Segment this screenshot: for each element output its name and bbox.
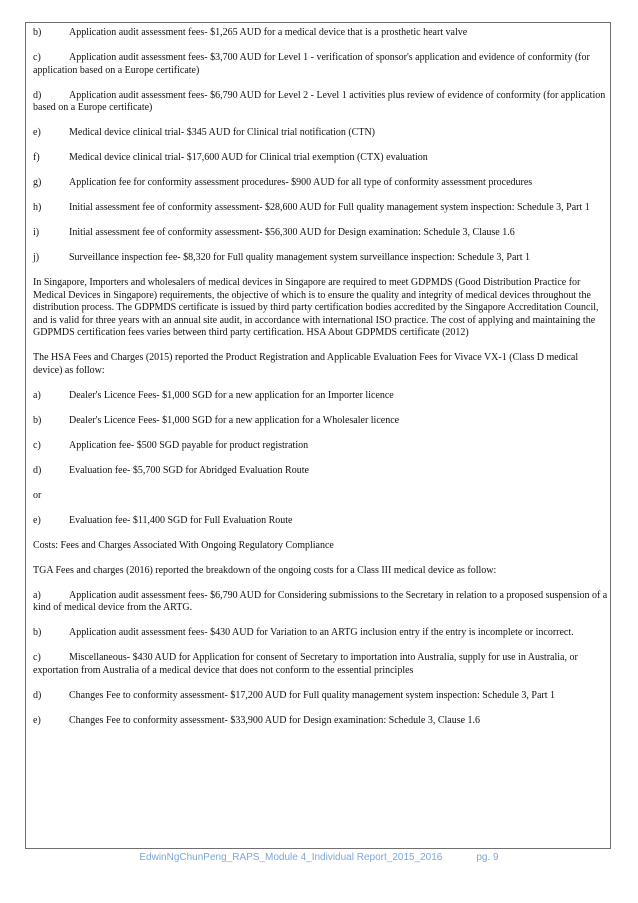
item-text: Miscellaneous- $430 AUD for Application for consent of Secretary to importation into Australia, supply for use in Australia, or exportation from Australia of a medical device that does not conform to the essential principles [33,652,578,676]
item-text: Changes Fee to conformity assessment- $17,200 AUD for Full quality management system inspection: Schedule 3, Part 1 [69,689,556,701]
singapore-paragraph: In Singapore, Importers and wholesalers of medical devices in Singapore are required to meet GDPMDS (Good Distribution Practice for Medical Devices in Singapore) requirements, the objective of which is to ensure the quality and integrity of medical devices throughout the distribution process. The GDPMDS certificate is issued by third party certification bodies accredited by the Singapore Accreditation Council, and is valid for three years with an annual site audit, in accordance with international ISO practice. The cost of applying and maintaining the GDPMDS certification fees varies between third party certification. HSA About GDPMDS certificate (2012) [33,277,599,338]
item-label: c) [33,652,41,663]
list-item [33,440,608,453]
item-text: Medical device clinical trial- $345 AUD for Clinical trial notification (CTN) [69,127,376,138]
item-label: e) [33,714,41,726]
tga-fee-list [33,590,608,728]
item-label: c) [33,439,41,451]
item-text: Dealer's Licence Fees- $1,000 SGD for a new application for a Wholesaler licence [69,414,400,426]
list-item [33,152,608,165]
item-label: e) [33,127,41,138]
item-text: Evaluation fee- $11,400 SGD for Full Evaluation Route [69,514,293,526]
footer-doc-name: EdwinNgChunPeng_RAPS_Module 4_Individual Report_2015_2016 [139,852,443,863]
list-item [33,202,608,215]
list-item [33,465,608,478]
item-label: d) [33,689,42,701]
fee-list-top [33,27,608,265]
item-text: Application fee- $500 SGD payable for product registration [69,439,309,451]
item-text: Changes Fee to conformity assessment- $33,900 AUD for Design examination: Schedule 3, Clause 1.6 [69,714,481,726]
item-text: Application audit assessment fees- $1,265 AUD for a medical device that is a prosthetic heart valve [69,27,468,38]
list-item [33,252,608,265]
item-text: Application audit assessment fees- $6,790 AUD for Level 2 - Level 1 activities plus review of evidence of conformity (for application based on a Europe certificate) [33,89,606,113]
list-item [33,652,608,677]
item-text: Application audit assessment fees- $3,700 AUD for Level 1 - verification of sponsor's application and evidence of conformity (for application based on a Europe certificate) [33,52,590,76]
item-text: Evaluation fee- $5,700 SGD for Abridged Evaluation Route [69,464,309,476]
hsa-intro-paragraph: The HSA Fees and Charges (2015) reported the Product Registration and Applicable Evaluation Fees for Vivace VX-1 (Class D medical device) as follow: [33,352,579,376]
list-item [33,590,608,615]
costs-heading: Costs: Fees and Charges Associated With Ongoing Regulatory Compliance [33,539,334,551]
item-text: Medical device clinical trial- $17,600 AUD for Clinical trial exemption (CTX) evaluation [69,152,428,163]
item-label: c) [33,52,41,63]
list-item [33,627,608,640]
item-text: Initial assessment fee of conformity assessment- $56,300 AUD for Design examination: Schedule 3, Clause 1.6 [69,227,515,238]
list-item [33,90,608,115]
item-label: e) [33,514,41,526]
item-text: Surveillance inspection fee- $8,320 for Full quality management system surveillance inspection: Schedule 3, Part 1 [69,252,530,263]
tga-intro-paragraph: TGA Fees and charges (2016) reported the breakdown of the ongoing costs for a Class III medical device as follow: [33,564,497,576]
list-item [33,690,608,703]
page-footer [0,852,638,863]
item-label: b) [33,627,42,638]
list-item [33,390,608,403]
list-item [33,227,608,240]
item-label: i) [33,227,40,238]
item-text: Application audit assessment fees- $6,790 AUD for Considering submissions to the Secretary in relation to a proposed suspension of a kind of medical device from the ARTG. [33,589,608,613]
item-text: Application fee for conformity assessment procedures- $900 AUD for all type of conformity assessment procedures [69,177,533,188]
hsa-fee-list [33,390,608,478]
item-text: Dealer's Licence Fees- $1,000 SGD for a new application for an Importer licence [69,389,394,401]
list-item [33,177,608,190]
page-number: pg. 9 [476,852,499,863]
list-item [33,515,608,528]
list-item [33,52,608,77]
item-label: g) [33,177,42,188]
list-item [33,127,608,140]
list-item [33,27,608,40]
item-label: b) [33,414,42,426]
page-content [33,27,608,740]
item-label: b) [33,27,42,38]
item-label: f) [33,152,40,163]
item-label: j) [33,252,40,263]
item-text: Initial assessment fee of conformity assessment- $28,600 AUD for Full quality management system inspection: Schedule 3, Part 1 [69,202,590,213]
list-item [33,415,608,428]
hsa-fee-list-alt [33,515,608,528]
item-label: a) [33,389,41,401]
list-item [33,715,608,728]
or-text: or [33,489,42,501]
item-label: d) [33,464,42,476]
item-label: a) [33,589,41,601]
item-text: Application audit assessment fees- $430 AUD for Variation to an ARTG inclusion entry if the entry is incomplete or incorrect. [69,627,574,638]
item-label: h) [33,202,42,213]
item-label: d) [33,89,42,101]
